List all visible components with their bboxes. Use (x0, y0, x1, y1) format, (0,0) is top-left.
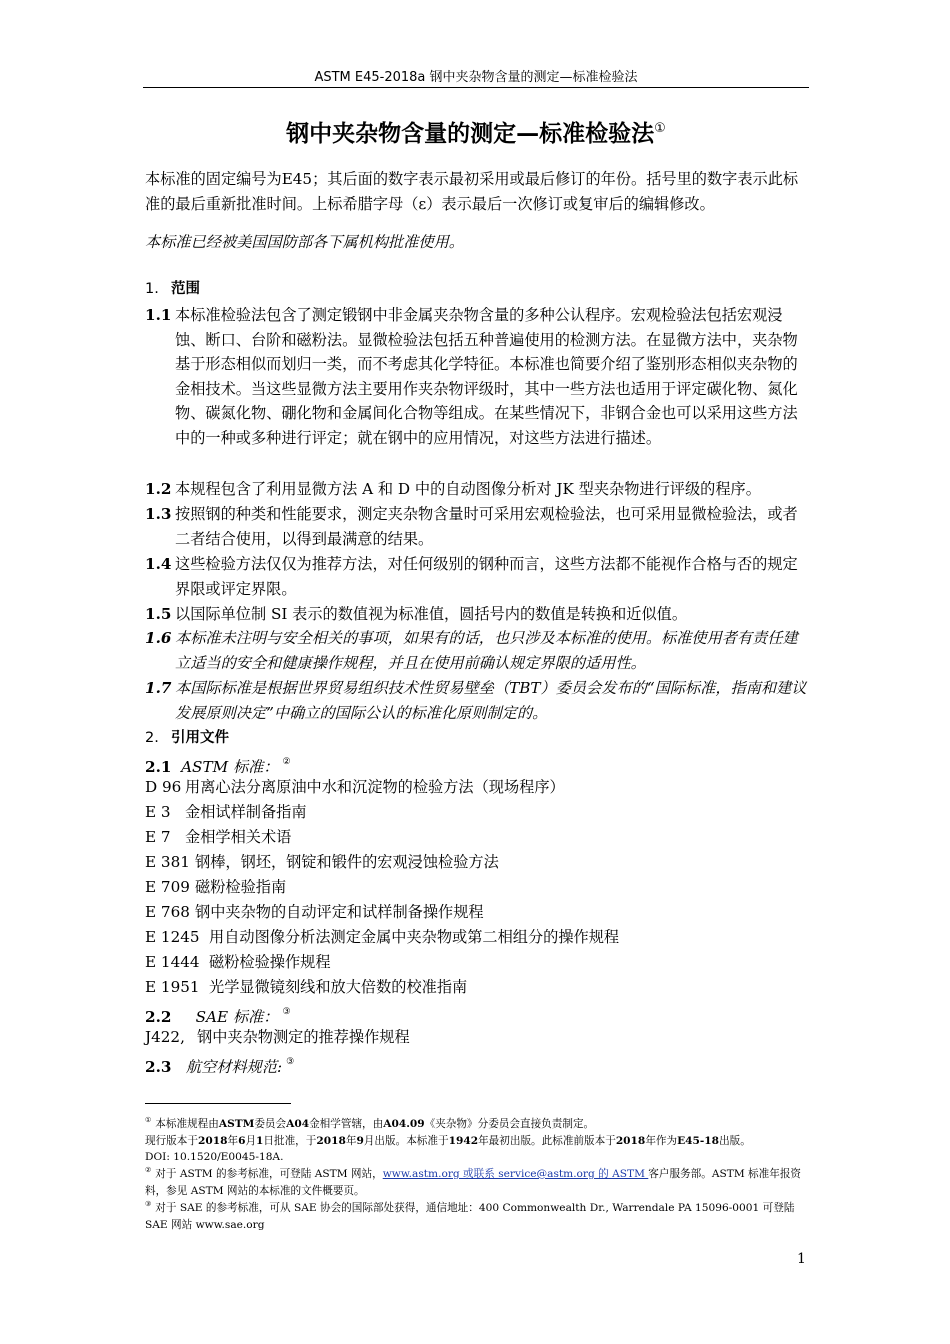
astm-website-link[interactable]: www.astm.org 或联系 service@astm.org 的 ASTM (382, 1168, 649, 1180)
reference-item (145, 950, 331, 974)
reference-code: E 3 (145, 803, 171, 821)
fn-text: 对于 ASTM 的参考标准，可登陆 ASTM 网站， (155, 1168, 383, 1180)
clause-number: 1.1 (145, 306, 172, 324)
fn-text: 年作为 (645, 1134, 678, 1147)
clause-1-6 (145, 626, 809, 675)
fn-bold: 2018 (615, 1134, 646, 1147)
reference-code: E 1245 (145, 928, 200, 946)
subsection-aerospace-specs (145, 1050, 294, 1079)
fn-text: 对于 SAE 的参考标准，可从 SAE 协会的国际部处获得，通信地址：400 Commonwealth Dr., Warrendale PA 15096-0001 可登陆 SAE 网站 www.sae.org (145, 1202, 795, 1231)
fn-bold: ASTM (218, 1118, 255, 1130)
fn-text: 日批准，于 (263, 1134, 317, 1147)
clause-text: 按照钢的种类和性能要求，测定夹杂物含量时可采用宏观检验法，也可采用显微检验法，或者二者结合使用，以得到最满意的结果。 (175, 505, 798, 548)
reference-title: 钢棒，钢坯，钢锭和锻件的宏观浸蚀检验方法 (195, 853, 499, 871)
reference-item (145, 925, 619, 949)
section-title: 范围 (171, 281, 200, 297)
section-number: 1. (145, 281, 159, 297)
clause-1-7 (145, 676, 809, 725)
fn-text: 月 (245, 1134, 257, 1147)
reference-title: 磁粉检验指南 (195, 878, 287, 896)
subsection-label: ASTM 标准： (181, 758, 279, 776)
fn-bold: A04 (286, 1118, 310, 1130)
subsection-number: 2.1 (145, 758, 172, 776)
reference-code: E 768 (145, 903, 190, 921)
footnote-mark: ③ (286, 1057, 295, 1067)
fn-bold: 2018 (316, 1134, 346, 1147)
clause-number: 1.3 (145, 505, 172, 523)
fn-bold: A04.09 (383, 1118, 425, 1130)
fn-text: 年最初出版。此标准前版本于 (478, 1134, 616, 1147)
clause-text: 本标准未注明与安全相关的事项，如果有的话，也只涉及本标准的使用。标准使用者有责任建立适当的安全和健康操作规程，并且在使用前确认规定界限的适用性。 (175, 629, 798, 672)
footnote-3 (145, 1196, 809, 1233)
clause-1-3 (145, 502, 809, 551)
clause-number: 1.6 (145, 629, 172, 647)
reference-title: 金相试样制备指南 (185, 803, 307, 821)
reference-item (145, 900, 484, 924)
clause-text: 以国际单位制 SI 表示的数值视为标准值，圆括号内的数值是转换和近似值。 (175, 605, 688, 623)
reference-code: E 709 (145, 878, 190, 896)
fn-text: 《夹杂物》分委员会直接负责制定。 (424, 1118, 595, 1130)
doi-text: DOI: 10.1520/E0045-18A. (145, 1151, 284, 1163)
reference-item (145, 825, 291, 849)
footnote-1 (145, 1112, 809, 1166)
fn-bold: 1942 (448, 1134, 479, 1147)
fn-text: 出版。 (719, 1134, 751, 1147)
reference-code: E 381 (145, 853, 190, 871)
subsection-label: 航空材料规范: (185, 1058, 283, 1076)
footnote-mark: ① (145, 1116, 152, 1124)
fn-text: 金相学管辖，由 (309, 1118, 384, 1130)
reference-code: D 96 (145, 778, 182, 796)
clause-number: 1.2 (145, 480, 172, 498)
reference-title: 用离心法分离原油中水和沉淀物的检验方法（现场程序） (185, 778, 565, 796)
footnote-divider (145, 1103, 291, 1104)
reference-item (145, 850, 499, 874)
fn-bold: 2018 (197, 1134, 228, 1147)
fn-text: 委员会 (254, 1118, 287, 1130)
reference-title: 金相学相关术语 (185, 828, 292, 846)
fn-bold: 9 (356, 1134, 364, 1147)
clause-1-5 (145, 602, 809, 627)
fn-bold: 6 (238, 1134, 246, 1147)
reference-item (145, 775, 565, 799)
section-heading-references (145, 727, 229, 749)
clause-number: 1.4 (145, 555, 172, 573)
fn-text: 年 (227, 1134, 239, 1147)
fn-text: 本标准规程由 (155, 1118, 219, 1130)
reference-code: E 1444 (145, 953, 200, 971)
reference-code: E 1951 (145, 978, 200, 996)
clause-1-1 (145, 303, 809, 450)
section-number: 2. (145, 730, 159, 746)
title-footnote-mark: ① (654, 121, 666, 136)
clause-number: 1.5 (145, 605, 172, 623)
reference-title: 钢中夹杂物的自动评定和试样制备操作规程 (195, 903, 484, 921)
document-title (143, 115, 809, 148)
fn-text: 现行版本于 (145, 1134, 198, 1147)
document-title-text: 钢中夹杂物含量的测定—标准检验法 (286, 121, 655, 147)
subsection-label: SAE 标准： (195, 1008, 279, 1026)
footnote-mark: ② (145, 1166, 152, 1174)
clause-text: 本标准检验法包含了测定锻钢中非金属夹杂物含量的多种公认程序。宏观检验法包括宏观浸蚀、断口、台阶和磁粉法。显微检验法包括五种普遍使用的检测方法。在显微方法中，夹杂物基于形态相似而划归一类，而不考虑其化学特征。本标准也简要介绍了鉴别形态相似夹杂物的金相技术。当这些显微方法主要用作夹杂物评级时，其中一些方法也适用于评定碳化物、氮化物、碳氮化物、硼化物和金属间化合物等组成。在某些情况下，非钢合金也可以采用这些方法中的一种或多种进行评定；就在钢中的应用情况，对这些方法进行描述。 (175, 306, 798, 447)
page-number: 1 (797, 1251, 806, 1267)
header-divider (143, 87, 809, 88)
reference-item (145, 875, 286, 899)
clause-1-2 (145, 477, 809, 502)
reference-title: 光学显微镜刻线和放大倍数的校准指南 (209, 978, 468, 996)
clause-text: 这些检验方法仅仅为推荐方法，对任何级别的钢种而言，这些方法都不能视作合格与否的规定界限或评定界限。 (175, 555, 798, 598)
clause-1-4 (145, 552, 809, 601)
reference-code: J422, (145, 1028, 185, 1046)
reference-title: 磁粉检验操作规程 (209, 953, 331, 971)
reference-code: E 7 (145, 828, 171, 846)
clause-number: 1.7 (145, 679, 172, 697)
fn-text: 月出版。本标准于 (363, 1134, 449, 1147)
fn-bold: E45-18 (677, 1134, 720, 1147)
subsection-number: 2.3 (145, 1058, 172, 1076)
reference-item (145, 1025, 410, 1049)
reference-title: 钢中夹杂物测定的推荐操作规程 (197, 1028, 410, 1046)
fn-text: 年 (345, 1134, 357, 1147)
subsection-number: 2.2 (145, 1008, 172, 1026)
reference-item (145, 975, 467, 999)
section-heading-scope (145, 278, 200, 300)
clause-text: 本国际标准是根据世界贸易组织技术性贸易壁垒（TBT）委员会发布的“国际标准，指南和建议发展原则决定”中确立的国际公认的标准化原则制定的。 (175, 679, 807, 722)
dod-approval-note: 本标准已经被美国国防部各下属机构批准使用。 (145, 233, 464, 251)
clause-text: 本规程包含了利用显微方法 A 和 D 中的自动图像分析对 JK 型夹杂物进行评级的程序。 (175, 480, 761, 498)
reference-item (145, 800, 307, 824)
preamble-paragraph: 本标准的固定编号为E45；其后面的数字表示最初采用或最后修订的年份。括号里的数字表示此标准的最后重新批准时间。上标希腊字母（ε）表示最后一次修订或复审后的编辑修改。 (145, 170, 799, 213)
running-header: ASTM E45-2018a 钢中夹杂物含量的测定—标准检验法 (314, 70, 638, 85)
reference-title: 用自动图像分析法测定金属中夹杂物或第二相组分的操作规程 (209, 928, 620, 946)
fn-bold: 1 (256, 1134, 264, 1147)
footnote-mark: ③ (282, 1007, 291, 1017)
section-title: 引用文件 (171, 730, 229, 746)
footnote-mark: ② (282, 757, 291, 767)
footnote-2 (145, 1162, 809, 1199)
footnote-mark: ③ (145, 1200, 152, 1208)
fn-text: 客户服务部。ASTM 标准年报资料，参见 ASTM 网站的本标准的文件概要页。 (145, 1168, 802, 1197)
